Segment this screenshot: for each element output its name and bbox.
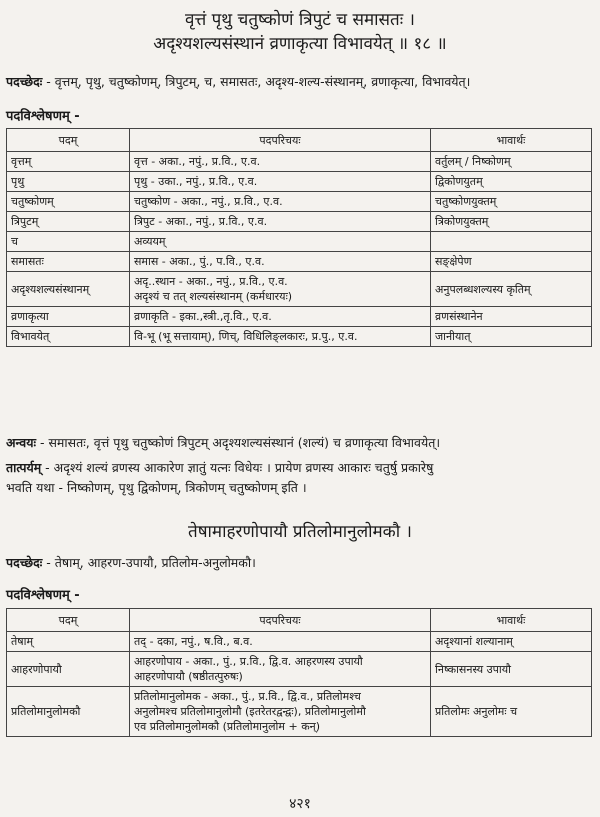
cell-bhava: चतुष्कोणयुक्तम् — [431, 192, 592, 212]
cell-pada: प्रतिलोमानुलोमकौ — [7, 687, 130, 737]
cell-pada: वृत्तम् — [7, 152, 130, 172]
parichaya-line: अदृ..स्थान - अका., नपुं., प्र.वि., ए.व. — [134, 275, 288, 288]
padaccheda-text: वृत्तम्, पृथु, चतुष्कोणम्, त्रिपुटम्, च, समासतः, अदृश्य-शल्य-संस्थानम्, व्रणाकृत्या, विभावयेत्। — [54, 74, 471, 89]
padaccheda-label: पदच्छेदः — [6, 74, 43, 89]
cell-bhava: त्रिकोणयुक्तम् — [431, 212, 592, 232]
cell-parichaya: समास - अका., पुं., प.वि., ए.व. — [130, 252, 431, 272]
padavishleshana-heading-2: पदविश्लेषणम् - — [6, 588, 80, 603]
tatparya-line-1: अदृश्यं शल्यं व्रणस्य आकारेण ज्ञातुं यत्नः विधेयः । प्रायेण व्रणस्य आकारः चतुर्षु प्रकारेषु — [53, 460, 434, 475]
verse-18 — [0, 8, 600, 56]
pada-table-1 — [6, 128, 592, 347]
cell-bhava: वर्तुलम् / निष्कोणम् — [431, 152, 592, 172]
cell-pada: अदृश्यशल्यसंस्थानम् — [7, 272, 130, 307]
parichaya-line: अदृश्यं च तत् शल्यसंस्थानम् (कर्मधारयः) — [134, 290, 293, 303]
padaccheda-paragraph: पदच्छेदः - वृत्तम्, पृथु, चतुष्कोणम्, त्रिपुटम्, च, समासतः, अदृश्य-शल्य-संस्थानम्, व्रणाकृत्या, विभावयेत्। — [6, 74, 471, 89]
table-row — [7, 252, 592, 272]
parichaya-line: आहरणोपाय - अका., पुं., प्र.वि., द्वि.व. आहरणस्य उपायौ — [134, 655, 363, 668]
table-row — [7, 307, 592, 327]
verse2-line-1: तेषामाहरणोपायौ प्रतिलोमानुलोमकौ । — [188, 522, 412, 542]
table-header-row — [7, 129, 592, 152]
header-bhavartha: भावार्थः — [431, 609, 592, 632]
cell-pada: पृथु — [7, 172, 130, 192]
parichaya-line: अनुलोमश्च प्रतिलोमानुलोमौ (इतरेतरद्वन्द्वः), प्रतिलोमानुलोमौ — [134, 705, 366, 718]
padaccheda-text-2: तेषाम्, आहरण-उपायौ, प्रतिलोम-अनुलोमकौ। — [54, 555, 256, 570]
header-parichaya: पदपरिचयः — [130, 129, 431, 152]
cell-pada: त्रिपुटम् — [7, 212, 130, 232]
cell-pada: तेषाम् — [7, 632, 130, 652]
cell-bhava: जानीयात् — [431, 327, 592, 347]
anvaya-label: अन्वयः — [6, 435, 37, 450]
cell-pada: विभावयेत् — [7, 327, 130, 347]
cell-parichaya — [130, 272, 431, 307]
header-bhavartha: भावार्थः — [431, 129, 592, 152]
cell-parichaya: वृत्त - अका., नपुं., प्र.वि., ए.व. — [130, 152, 431, 172]
pada-table-2 — [6, 608, 592, 737]
table-row — [7, 152, 592, 172]
cell-parichaya: अव्ययम् — [130, 232, 431, 252]
parichaya-line: एव प्रतिलोमानुलोमकौ (प्रतिलोमानुलोम + कन्) — [134, 720, 321, 733]
parichaya-line: आहरणोपायौ (षष्ठीतत्पुरुषः) — [134, 670, 243, 683]
cell-bhava: द्विकोणयुतम् — [431, 172, 592, 192]
table-row — [7, 687, 592, 737]
cell-bhava: अनुपलब्धशल्यस्य कृतिम् — [431, 272, 592, 307]
table-row — [7, 327, 592, 347]
cell-pada: च — [7, 232, 130, 252]
cell-pada: चतुष्कोणम् — [7, 192, 130, 212]
padaccheda-paragraph-2: पदच्छेदः - तेषाम्, आहरण-उपायौ, प्रतिलोम-अनुलोमकौ। — [6, 555, 256, 570]
anvaya-text: समासतः, वृत्तं पृथु चतुष्कोणं त्रिपुटम् अदृश्यशल्यसंस्थानं (शल्यं) च व्रणाकृत्या विभावयेत्। — [48, 435, 441, 450]
cell-bhava: व्रणसंस्थानेन — [431, 307, 592, 327]
cell-parichaya: पृथु - उका., नपुं., प्र.वि., ए.व. — [130, 172, 431, 192]
cell-pada: समासतः — [7, 252, 130, 272]
table-row — [7, 212, 592, 232]
padaccheda-label-2: पदच्छेदः — [6, 555, 43, 570]
header-parichaya: पदपरिचयः — [130, 609, 431, 632]
padavishleshana-heading: पदविश्लेषणम् - — [6, 109, 80, 124]
tatparya-line-2: भवति यथा - निष्कोणम्, पृथु द्विकोणम्, त्रिकोणम् चतुष्कोणम् इति । — [6, 480, 307, 495]
cell-parichaya — [130, 687, 431, 737]
anvaya-paragraph: अन्वयः - समासतः, वृत्तं पृथु चतुष्कोणं त्रिपुटम् अदृश्यशल्यसंस्थानं (शल्यं) च व्रणाकृत्या विभावयेत्। — [6, 435, 441, 450]
verse-line-1: वृत्तं पृथु चतुष्कोणं त्रिपुटं च समासतः । — [185, 10, 415, 30]
table-row — [7, 272, 592, 307]
cell-pada: व्रणाकृत्या — [7, 307, 130, 327]
table-row — [7, 652, 592, 687]
cell-bhava: सङ्क्षेपेण — [431, 252, 592, 272]
table-header-row — [7, 609, 592, 632]
cell-pada: आहरणोपायौ — [7, 652, 130, 687]
cell-bhava: प्रतिलोमः अनुलोमः च — [431, 687, 592, 737]
cell-bhava: निष्कासनस्य उपायौ — [431, 652, 592, 687]
table-row — [7, 172, 592, 192]
table-row — [7, 192, 592, 212]
header-pada: पदम् — [7, 129, 130, 152]
cell-parichaya: व्रणाकृति - इका.,स्त्री.,तृ.वि., ए.व. — [130, 307, 431, 327]
table-row — [7, 632, 592, 652]
cell-parichaya: तद् - दका, नपुं., ष.वि., ब.व. — [130, 632, 431, 652]
tatparya-label: तात्पर्यम् — [6, 460, 42, 475]
cell-parichaya: चतुष्कोण - अका., नपुं., प्र.वि., ए.व. — [130, 192, 431, 212]
parichaya-line: प्रतिलोमानुलोमक - अका., पुं., प्र.वि., द्वि.व., प्रतिलोमश्च — [134, 690, 361, 703]
table-row — [7, 232, 592, 252]
cell-bhava: अदृश्यानां शल्यानाम् — [431, 632, 592, 652]
cell-bhava — [431, 232, 592, 252]
cell-parichaya — [130, 652, 431, 687]
verse-19 — [0, 520, 600, 544]
cell-parichaya: वि-भू (भू सत्तायाम्), णिच्, विधिलिङ्लकारः, प्र.पु., ए.व. — [130, 327, 431, 347]
page-number: ४२१ — [289, 796, 311, 812]
verse-line-2: अदृश्यशल्यसंस्थानं व्रणाकृत्या विभावयेत् ॥ १८ ॥ — [153, 34, 447, 54]
tatparya-paragraph: तात्पर्यम् - अदृश्यं शल्यं व्रणस्य आकारेण ज्ञातुं यत्नः विधेयः । प्रायेण व्रणस्य आकारः चतुर्षु प्रकारेषु भवति यथा - निष्कोणम्, पृथु द्विकोणम्, त्रिकोणम् चतुष्कोणम् इति । — [6, 460, 434, 495]
cell-parichaya: त्रिपुट - अका., नपुं., प्र.वि., ए.व. — [130, 212, 431, 232]
header-pada: पदम् — [7, 609, 130, 632]
